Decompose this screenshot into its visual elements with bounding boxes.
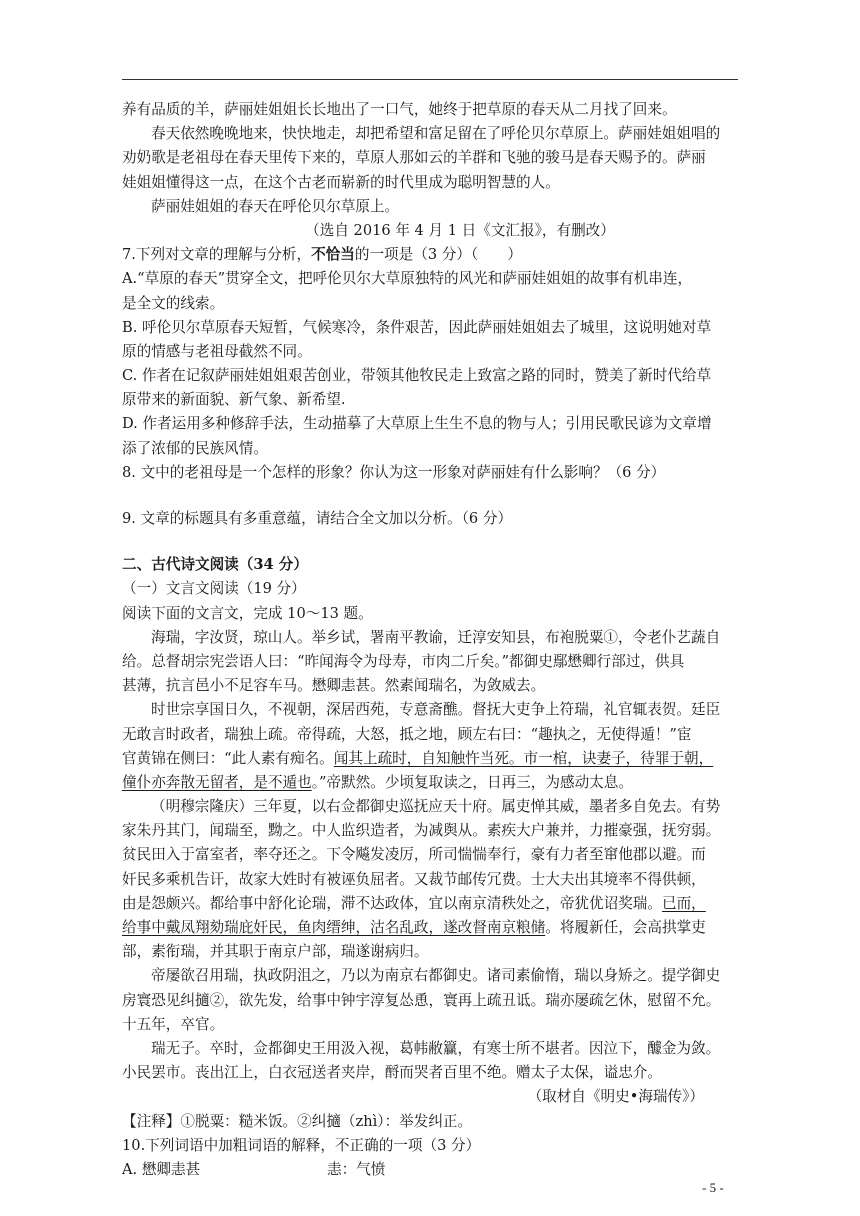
classical-text-line: 贫民田入于富室者，率夺还之。下令飚发凌厉，所司惴惴奉行，豪有力者至窜他郡以避。而 (122, 846, 706, 864)
q7-stem-b: 的一项是（3 分）（ ） (354, 246, 523, 264)
classical-text-line: 无敢言时政者，瑞独上疏。帝得疏，大怒，抵之地，顾左右曰：“趣执之，无使得遁！”宦 (122, 725, 692, 743)
classical-text-line: 瑞无子。卒时，佥都御史王用汲入视，葛帏敝籯，有寒士所不堪者。因泣下，醵金为敛。 (151, 1039, 721, 1057)
classical-text-line: 十五年，卒官。 (122, 1015, 225, 1033)
header-rule (122, 79, 738, 80)
classical-text-line: 时世宗享国日久，不视朝，深居西苑，专意斋醮。督抚大吏争上符瑞，礼官辄表贺。廷臣 (151, 701, 721, 719)
q7-option-line: A.“草原的春天”贯穿全文，把呼伦贝尔大草原独特的风光和萨丽娃姐姐的故事有机串连， (122, 270, 693, 288)
q10-option-a (122, 1158, 738, 1182)
annotation-note: 【注释】①脱粟：糙米饭。②纠擿（zhì）：举发纠正。 (122, 1112, 473, 1130)
classical-text-line (122, 892, 738, 916)
question-7-stem (122, 243, 738, 267)
text-line: 萨丽娃姐姐的春天在呼伦贝尔草原上。 (151, 197, 400, 215)
text-line: 春天依然晚晚地来，快快地走，却把希望和富足留在了呼伦贝尔草原上。萨丽娃姐姐唱的 (151, 125, 721, 143)
classical-text-line (122, 771, 738, 795)
q7-stem-a: 7.下列对文章的理解与分析， (122, 246, 312, 264)
text-line: 养有品质的羊，萨丽娃姐姐长长地出了一口气，她终于把草原的春天从二月找了回来。 (122, 101, 677, 118)
classical-text-line (122, 916, 738, 940)
classical-text-line: 甚薄，抗言邑小不足容车马。懋卿恚甚。然素闻瑞名，为敛威去。 (122, 677, 546, 695)
q10-option-a-term: A. 懋卿恚甚 (122, 1160, 201, 1178)
instruction: 阅读下面的文言文，完成 10～13 题。 (122, 604, 373, 622)
source-citation: （选自 2016 年 4 月 1 日《文汇报》，有删改） (305, 221, 615, 239)
answer-space (122, 531, 738, 553)
q7-option-line: 添了浓郁的民族风情。 (122, 439, 268, 457)
q7-option-line: C. 作者在记叙萨丽娃姐姐艰苦创业，带领其他牧民走上致富之路的同时，赞美了新时代给草 (122, 367, 712, 385)
classical-text-line: 部，素衔瑞，并其职于南京户部，瑞遂谢病归。 (122, 943, 429, 961)
question-10: 10.下列词语中加粗词语的解释，不正确的一项（3 分） (122, 1136, 481, 1154)
q7-option-line: 是全文的线索。 (122, 294, 225, 312)
page-number: - 5 - (702, 1180, 724, 1195)
q10-option-a-gloss: 恚：气愤 (327, 1160, 386, 1178)
subsection-heading: （一）文言文阅读（19 分） (122, 580, 306, 598)
classical-text-line: 帝屡欲召用瑞，执政阴沮之，乃以为南京右都御史。诸司素偷惰，瑞以身矫之。提学御史 (151, 967, 721, 985)
underlined-sentence: 给事中戴凤翔劾瑞庇奸民，鱼肉缙绅，沽名乱政，遂改督南京粮储 (122, 919, 546, 936)
q7-option-line: 原带来的新面貌、新气象、新希望. (122, 391, 346, 409)
page-content (122, 98, 738, 1182)
q7-option-line: B. 呼伦贝尔草原春天短暂，气候寒冷，条件艰苦，因此萨丽娃姐姐去了城里，这说明她对草 (122, 318, 712, 336)
classical-text-line: 房寰恐见纠擿②，欲先发，给事中钟宇淳复怂恿，寰再上疏丑诋。瑞亦屡疏乞休，慰留不允。 (122, 991, 721, 1009)
underlined-sentence: 已而， (661, 894, 706, 912)
plain-text: 。将履新任，会高拱掌吏 (545, 919, 706, 936)
q7-option-line: D. 作者运用多种修辞手法，生动描摹了大草原上生生不息的物与人；引用民歌民谚为文章增 (122, 415, 712, 433)
answer-space (122, 485, 738, 507)
section-heading: 二、古代诗文阅读（34 分） (122, 556, 308, 574)
text-line: 娃姐姐懂得这一点，在这个古老而崭新的时代里成为聪明智慧的人。 (122, 173, 560, 191)
classical-text-line: （明穆宗隆庆）三年夏，以右佥都御史巡抚应天十府。属吏惮其威，墨者多自免去。有势 (151, 798, 721, 816)
plain-text: 由是怨颇兴。都给事中舒化论瑞，滞不达政体，宜以南京清秩处之，帝犹优诏奖瑞。 (122, 894, 662, 912)
classical-text-line (122, 747, 738, 771)
classical-text-line: 给。总督胡宗宪尝语人曰：“昨闻海令为母寿，市肉二斤矣。”都御史鄢懋卿行部过，供具 (122, 652, 685, 670)
classical-text-line: 奸民多乘机告讦，故家大姓时有被诬负屈者。又裁节邮传冗费。士大夫出其境率不得供顿， (122, 870, 706, 888)
classical-text-line: 家朱丹其门，闻瑞至，黝之。中人监织造者，为减舆从。素疾大户兼并，力摧豪强，抚穷弱。 (122, 822, 721, 840)
underlined-sentence: 闻其上疏时，自知触忤当死。市一棺，诀妻子，待罪于朝， (333, 749, 714, 767)
source-citation: （取材自《明史•海瑞传》） (527, 1088, 704, 1106)
classical-text-line: 海瑞，字汝贤，琼山人。举乡试，署南平教谕，迁淳安知县，布袍脱粟①，令老仆艺蔬自 (151, 628, 721, 646)
underlined-sentence: 僮仆亦奔散无留者，是不遁也 (122, 773, 312, 791)
q7-stem-bold: 不恰当 (311, 246, 355, 264)
plain-text: 官黄锦在侧曰：“此人素有痴名。 (122, 749, 334, 767)
plain-text: 。”帝默然。少顷复取读之，日再三，为感动太息。 (311, 773, 633, 791)
q7-option-line: 原的情感与老祖母截然不同。 (122, 342, 312, 360)
text-line: 劝奶歌是老祖母在春天里传下来的，草原人那如云的羊群和飞驰的骏马是春天赐予的。萨丽 (122, 149, 706, 167)
question-9: 9. 文章的标题具有多重意蕴，请结合全文加以分析。（6 分） (122, 510, 513, 527)
classical-text-line: 小民罢市。丧出江上，白衣冠送者夹岸，酹而哭者百里不绝。赠太子太保，谥忠介。 (122, 1064, 662, 1082)
question-8: 8. 文中的老祖母是一个怎样的形象？你认为这一形象对萨丽娃有什么影响？（6 分） (122, 463, 666, 481)
